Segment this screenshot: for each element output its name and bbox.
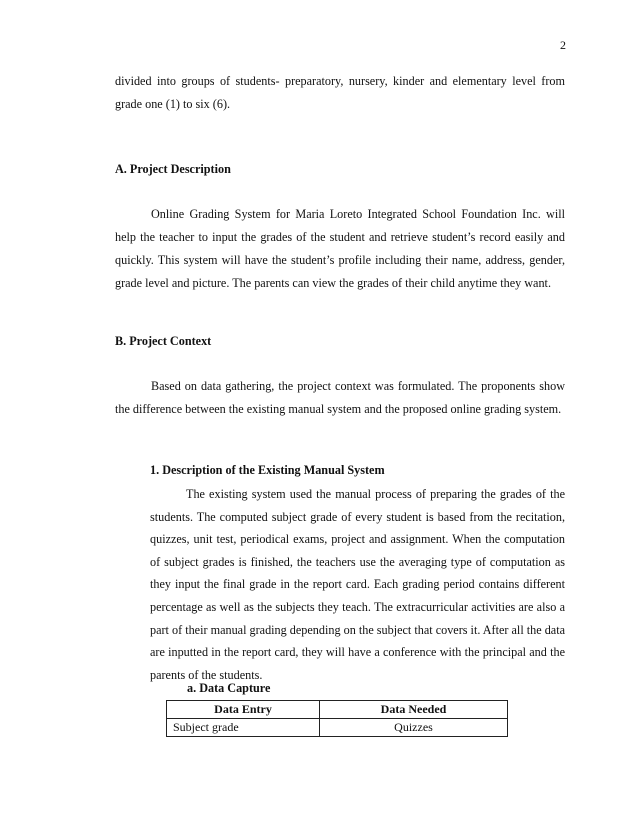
section-a-heading: A. Project Description	[115, 162, 231, 176]
section-b-body: Based on data gathering, the project context was formulated. The proponents show the difference between the existing manual system and the proposed online grading system.	[115, 379, 565, 416]
subsection-1-heading: 1. Description of the Existing Manual System	[150, 463, 385, 477]
page-number: 2	[560, 38, 566, 52]
section-a-body: Online Grading System for Maria Loreto Integrated School Foundation Inc. will help the teacher to input the grades of the student and retrieve student’s record easily and quickly. This system will have the student’s profile including their name, address, gender, grade level and picture. The parents can view the grades of their child anytime they want.	[115, 207, 565, 290]
table-header-row	[167, 701, 508, 719]
intro-paragraph: divided into groups of students- preparatory, nursery, kinder and elementary level from grade one (1) to six (6).	[115, 74, 565, 111]
data-capture-heading: a. Data Capture	[187, 681, 271, 695]
table-row	[167, 719, 508, 737]
table-cell: Subject grade	[167, 719, 320, 737]
data-capture-table	[166, 700, 508, 737]
table-header-cell: Data Entry	[167, 701, 320, 719]
table-cell: Quizzes	[320, 719, 508, 737]
table-header-cell: Data Needed	[320, 701, 508, 719]
section-b-heading: B. Project Context	[115, 334, 212, 348]
subsection-1-body: The existing system used the manual process of preparing the grades of the students. The computed subject grade of every student is based from the recitation, quizzes, unit test, periodical exams, project and assignment. When the computation of subject grades is finished, the teachers use the averaging type of computation as they input the final grade in the report card. Each grading period contains different percentage as well as the subjects they teach. The extracurricular activities are also a part of their manual grading depending on the subject that covers it. After all the data are inputted in the report card, they will have a conference with the principal and the parents of the students.	[150, 487, 565, 682]
